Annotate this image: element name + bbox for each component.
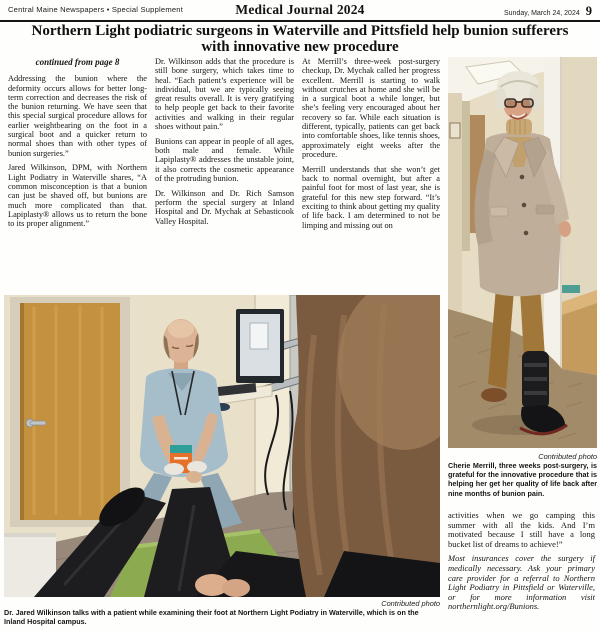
article-column-1 xyxy=(8,57,147,234)
patient-hand-2 xyxy=(222,579,250,597)
exam-room-door xyxy=(10,297,130,527)
header-rule xyxy=(0,20,600,22)
paragraph: Addressing the bunion where the deformity occurs allows for better long-term correction and decreases the risk of the bunion returning. We have seen that this special surgical procedure allows for earlier weightbearing on the foot in a surgical boot and a quicker return to normal shoes than with other types of bunion surgeries.” xyxy=(8,74,147,158)
coat-pocket-left xyxy=(490,207,508,216)
portrait-photo-caption: Cherie Merrill, three weeks post-surgery, is grateful for the innovative procedure that is helping her get her quality of life back after nine months of bunion pain. xyxy=(448,461,597,498)
coat-button xyxy=(522,203,527,208)
paragraph: Jared Wilkinson, DPM, with Northern Light Podiatry in Waterville shares, “A common misconception is that a bunion can just be shaved off, but bunions are much more complicated than that. Lapiplasty® allows us to return the bone to its proper alignment.” xyxy=(8,163,147,229)
dateline xyxy=(504,4,592,19)
referral-note: Most insurances cover the surgery if medically necessary. Ask your primary care provider for a referral to Northern Light Podiatry in Pittsfield or Waterville, or for more information visit northernlight.org/Bunions. xyxy=(448,553,595,612)
wall-picture xyxy=(450,123,460,138)
article-column-4 xyxy=(448,511,595,617)
portrait-photo-illustration xyxy=(448,57,597,448)
headline-line-1: Northern Light podiatric surgeons in Waterville and Pittsfield help bunion sufferers xyxy=(31,23,569,39)
continued-from-note: continued from page 8 xyxy=(35,57,120,67)
gloved-hand-left xyxy=(164,463,184,475)
article-column-2 xyxy=(155,57,294,232)
paragraph: Merrill understands that she won’t get back to normal overnight, but after a painful foot for most of last year, she is grateful for this new step forward. “It’s exciting to think about getting my quality of life back. I am determined to not be limping and missing out on xyxy=(302,164,440,230)
article-column-3 xyxy=(302,57,440,235)
hand xyxy=(559,221,571,237)
issue-date: Sunday, March 24, 2024 xyxy=(503,10,580,17)
screen-document xyxy=(250,323,268,349)
page-number: 9 xyxy=(585,4,592,18)
article-headline xyxy=(10,24,590,55)
main-photo-illustration xyxy=(4,295,440,597)
cabinet-edge xyxy=(4,533,56,537)
masthead-section-label: Central Maine Newspapers • Special Supplement xyxy=(8,5,184,14)
balding-scalp xyxy=(168,320,194,338)
main-photo-caption: Dr. Jared Wilkinson talks with a patient while examining their foot at Northern Light Podiatry in Waterville, which is on the Inland Hospital campus. xyxy=(4,608,419,627)
portrait-photo-credit: Contributed photo xyxy=(538,452,597,461)
main-photo-exam-room xyxy=(4,295,440,597)
door-frame xyxy=(462,101,470,251)
paragraph: Dr. Wilkinson adds that the procedure is still bone surgery, which takes time to heal. “Each patient’s experience will be individual, but we are typically seeing great results overall. It is very gratifying to help people get back to their favorite activities and walking in their regular shoes without pain.” xyxy=(155,57,294,132)
paragraph: Bunions can appear in people of all ages, both male and female. While Lapiplasty® addresses the unstable joint, it also corrects the cosmetic appearance of the protruding bunion. xyxy=(155,136,294,184)
coat-button xyxy=(524,231,529,236)
portrait-photo-cherie-merrill xyxy=(448,57,597,448)
paragraph: Dr. Wilkinson and Dr. Rich Samson perform the special surgery at Inland Hospital and Dr. Mychak at Sebasticook Valley Hospital. xyxy=(155,188,294,226)
publication-title: Medical Journal 2024 xyxy=(235,2,365,17)
gloved-hand-right xyxy=(187,461,207,473)
brown-shoe xyxy=(481,388,507,402)
teal-accent xyxy=(562,285,580,293)
main-photo-credit: Contributed photo xyxy=(381,599,440,608)
paragraph: At Merrill’s three-week post-surgery checkup, Dr. Mychak called her progress excellent. Merrill is starting to walk without crutches at home and she will be in a surgical boot a while longer, but she’s feeling very encouraged about her recovery so far. While each situation is different, typically, patients can get back into comfortable shoes, like tennis shoes, approximately eight weeks after the procedure. xyxy=(302,57,440,159)
headline-line-2: with innovative new procedure xyxy=(201,38,399,55)
paragraph: activities when we go camping this summer with all the kids. And I’m motivated because I still have a long bucket list of dreams to achieve!” xyxy=(448,510,595,549)
coat-button xyxy=(520,175,525,180)
patient-foot xyxy=(186,471,202,483)
coat-pocket-right xyxy=(536,205,554,214)
counter-front xyxy=(562,303,597,375)
door-edge xyxy=(20,303,24,520)
